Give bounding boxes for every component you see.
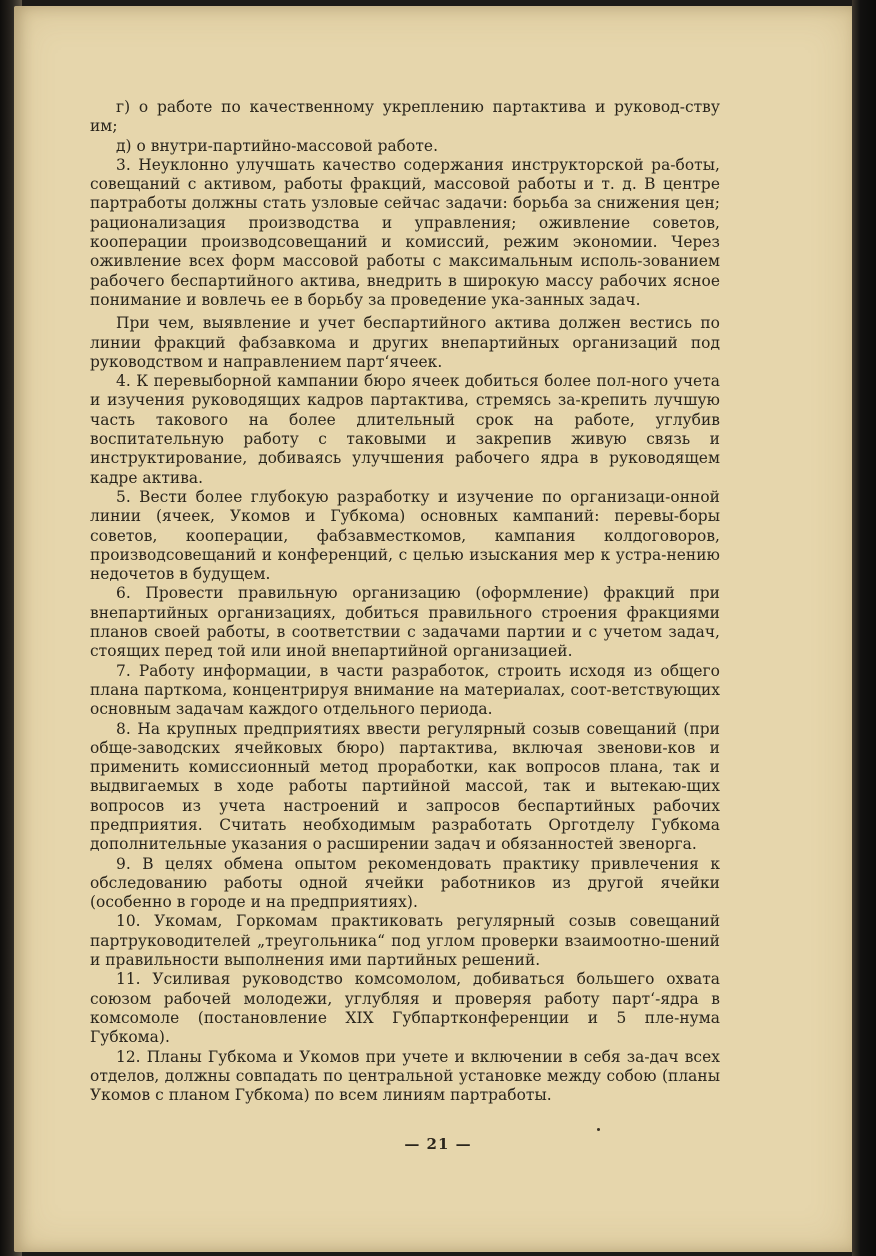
page-number: — 21 — [404, 1135, 472, 1153]
ink-speck [597, 1128, 600, 1131]
paragraph-11: 11. Усиливая руководство комсомолом, добиваться большего охвата союзом рабочей молодежи, углубляя и проверяя работу парт‘-ядра в комсомоле (постановление XIX Губпартконференции и 5 пле-нума Губкома). [90, 970, 720, 1047]
paragraph-3: 3. Неуклонно улучшать качество содержания инструкторской ра-боты, совещаний с активом, работы фракций, массовой работы и т. д. В центре партработы должны стать узловые сейчас задачи: борьба за снижения цен; рационализация производства и управления; оживление советов, кооперации производсовещаний и комиссий, режим экономии. Через оживление всех форм массовой работы с максимальным исполь-зованием рабочего беспартийного актива, внедрить в широкую массу рабочих ясное понимание и вовлечь ее в борьбу за проведение ука-занных задач. [90, 155, 720, 309]
paragraph-12: 12. Планы Губкома и Укомов при учете и включении в себя за-дач всех отделов, должны совпадать по центральной установке между собою (планы Укомов с планом Губкома) по всем линиям партработы. [90, 1047, 720, 1105]
paragraph-9: 9. В целях обмена опытом рекомендовать практику привлечения к обследованию работы одной ячейки работников из другой ячейки (особенно в городе и на предприятиях). [90, 854, 720, 912]
paragraph-3-note: При чем, выявление и учет беспартийного актива должен вестись по линии фракций фабзавкома и других внепартийных организаций под руководством и направлением парт‘ячеек. [90, 314, 720, 371]
paragraph-g: г) о работе по качественному укреплению партактива и руковод-ству им; [90, 98, 720, 136]
paragraph-6: 6. Провести правильную организацию (оформление) фракций при внепартийных организациях, добиться правильного строения фракциями планов своей работы, в соответствии с задачами партии и с учетом задач, стоящих перед той или иной внепартийной организацией. [90, 584, 720, 661]
page-right-edge-shadow [852, 0, 876, 1256]
paragraph-5: 5. Вести более глубокую разработку и изучение по организаци-онной линии (ячеек, Укомов и Губкома) основных кампаний: перевы-боры советов, кооперации, фабзавместкомов, кампания колдоговоров, производсовещаний и конференций, с целью изыскания мер к устра-нению недочетов в будущем. [90, 487, 720, 584]
paragraph-d: д) о внутри-партийно-массовой работе. [116, 136, 439, 155]
paragraph-7: 7. Работу информации, в части разработок, строить исходя из общего плана парткома, концентрируя внимание на материалах, соот-ветствующих основным задачам каждого отдельного периода. [90, 661, 720, 719]
paragraph-4: 4. К перевыборной кампании бюро ячеек добиться более пол-ного учета и изучения руководящих кадров партактива, стремясь за-крепить лучшую часть такового на более длительный срок на работе, углубив воспитательную работу с таковыми и закрепив живую связь и инструктирование, добиваясь улучшения рабочего ядра в руководящем кадре актива. [90, 372, 720, 487]
paragraph-10: 10. Укомам, Горкомам практиковать регулярный созыв совещаний партруководителей „треугольника“ под углом проверки взаимоотно-шений и правильности выполнения ими партийных решений. [90, 912, 720, 970]
paragraph-8: 8. На крупных предприятиях ввести регулярный созыв совещаний (при обще-заводских ячейковых бюро) партактива, включая звенови-ков и применить комиссионный метод проработки, как вопросов плана, так и выдвигаемых в ходе работы партийной массой, так и вытекаю-щих вопросов из учета настроений и запросов беспартийных рабочих предприятия. Считать необходимым разработать Орготделу Губкома дополнительные указания о расширении задач и обязанностей звенорга. [90, 719, 720, 854]
document-body [90, 98, 720, 1105]
